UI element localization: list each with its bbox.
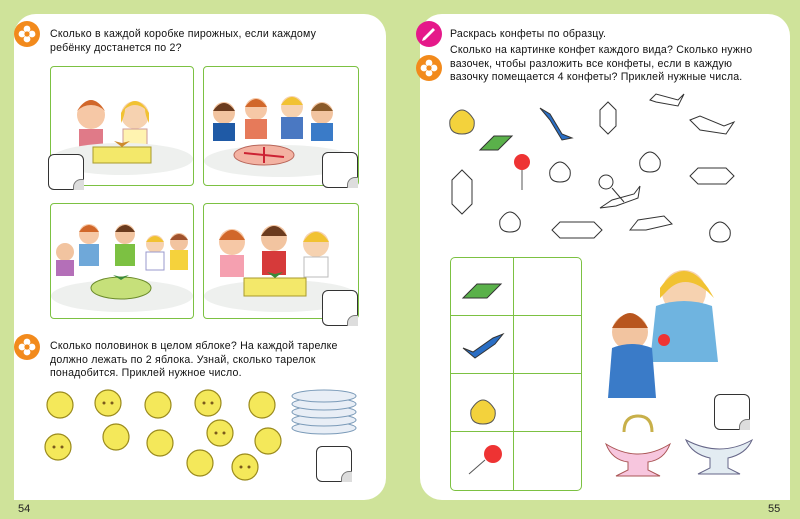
flower-icon [14,21,40,47]
candies-scatter [440,90,770,250]
page-number-right: 55 [768,503,781,515]
page-number-left: 54 [18,503,31,515]
number-sticker-slot[interactable] [48,154,84,190]
flower-icon [14,334,40,360]
candy-count-table [450,257,582,491]
plates-stack [290,386,358,436]
left-task-1-text: Сколько в каждой коробке пирожных, если каждому ребёнку достанется по 2? [50,28,317,54]
left-task-2-text: Сколько половинок в целом яблоке? На каждой тарелке должно лежать по 2 яблока. Узнай, сколько тарелок понадобится. Приклей нужное число. [50,340,338,379]
scene-five-kids-green-box [50,203,194,319]
right-task-1-text: Раскрась конфеты по образцу. [450,28,607,40]
candy-vases [604,414,754,478]
apple-halves-group [40,385,290,485]
number-sticker-slot[interactable] [316,446,352,482]
number-sticker-slot[interactable] [322,152,358,188]
flower-icon [416,55,442,81]
number-sticker-slot[interactable] [322,290,358,326]
pencil-icon [416,21,442,47]
right-task-2-text: Сколько на картинке конфет каждого вида? Сколько нужно вазочек, чтобы разложить все конфеты, если в каждую вазочку помещается 4 конфеты? Приклей нужные числа. [450,44,753,83]
